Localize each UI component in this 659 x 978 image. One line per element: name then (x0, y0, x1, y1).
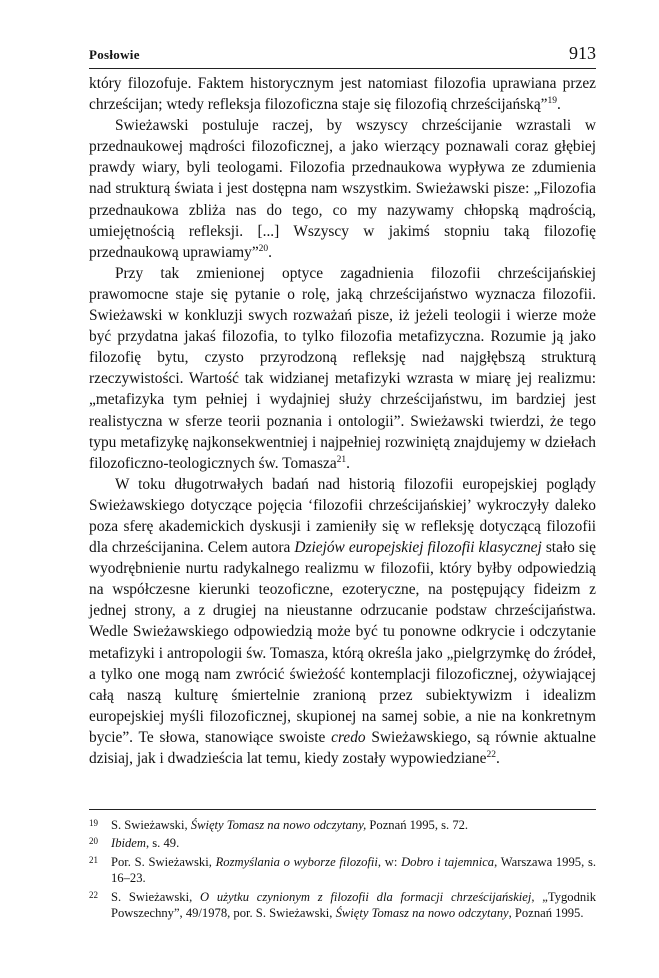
text-run: , s. 49. (145, 836, 180, 851)
footnote-reference: 20 (258, 243, 269, 254)
text-run: W toku długotrwałych badań nad historią filozofii europejskiej poglądy Swieżawskiego dotyczące pojęcia ‘filozofii chrześcijańskiej’ wykroczyły daleko poza sferę akademickich dyskusji i zamieniły się w refleksję dotyczącą filozofii dla chrześcijanina. Celem autora (89, 475, 596, 557)
paragraph (89, 73, 596, 115)
footnote-text (111, 854, 596, 887)
italic-title: Święty Tomasz na nowo odczytany (335, 906, 509, 921)
footnote-reference: 19 (547, 95, 557, 106)
text-run: . (268, 243, 273, 261)
page-number: 913 (569, 43, 596, 63)
text-run: Poznań 1995, s. 72. (366, 818, 469, 832)
text-run: , w: (377, 854, 402, 869)
paragraph (89, 474, 596, 769)
paragraph (89, 263, 596, 474)
paragraph (89, 115, 596, 263)
footnote-number: 20 (89, 836, 98, 847)
text-run: . (557, 96, 561, 114)
text-run: Swieżawski postuluje raczej, by wszyscy chrześcijanie wzrastali w przednaukowej mądrości filozoficznej, a jako wierzący poznawali coraz głębiej prawdy wiary, byli teologami. Filozofia przednaukowa wypływa ze zdumienia nad strukturą świata i jest dostępna nam wszystkim. Swieżawski pisze: „Filozofia przednaukowa zbliża nas do tego, co my nazywamy chłopską mądrością, umiejętnością refleksji. [...] Wszyscy w jakimś stopniu taką filozofię przednaukową uprawiamy” (89, 117, 596, 261)
footnotes (89, 817, 596, 923)
text-run: , Poznań 1995. (508, 906, 584, 921)
italic-title: credo (331, 728, 366, 746)
main-text (89, 73, 596, 769)
footnote-number: 22 (89, 889, 98, 900)
text-run: S. Swieżawski, (111, 818, 191, 832)
italic-title: Dziejów europejskiej filozofii klasycznej (294, 539, 542, 557)
footnote-reference: 22 (486, 749, 496, 760)
text-run: Swieżawskiego, są równie aktualne dzisiaj, jak i dwadzieścia lat temu, kiedy zostały wypowiedziane (89, 728, 597, 767)
italic-title: Święty Tomasz na nowo odczytany, (190, 818, 367, 832)
footnote-reference: 21 (336, 454, 347, 465)
footnote-22 (89, 889, 596, 922)
footnote-text (111, 889, 596, 922)
footnote-20 (89, 835, 596, 851)
footnote-number: 21 (89, 854, 98, 865)
italic-title: Rozmyślania o wyborze filozofii (215, 854, 378, 869)
text-run: , „Tygodnik Powszechny”, 49/1978, por. S. Swieżawski, (111, 889, 596, 921)
footnote-21 (89, 854, 596, 887)
footnote-text (111, 817, 596, 833)
italic-title: Dobro i tajemnica (401, 854, 495, 869)
text-run: . (346, 454, 351, 472)
footnote-divider (89, 809, 596, 810)
italic-title: Ibidem (111, 836, 146, 851)
text-run: Por. S. Swieżawski, (111, 854, 216, 869)
footnote-19 (89, 817, 596, 833)
footnote-text (111, 835, 596, 851)
running-header-title: Posłowie (89, 47, 140, 62)
text-run: Przy tak zmienionej optyce zagadnienia filozofii chrześcijańskiej prawomocne staje się pytanie o rolę, jaką chrześcijaństwo wyznacza filozofii. Swieżawski w konkluzji swych rozważań pisze, iż jeżeli teologii i wierze może być przydatna jakaś filozofia, to tylko filozofia metafizyczna. Rozumie ją jako filozofię bytu, czysto przyrodzoną refleksję nad najgłębszą strukturą rzeczywistości. Wartość tak widzianej metafizyki wzrasta w miarę jej realizmu: „metafizyka tym pełniej i wydajniej służy chrześcijaństwu, im bardziej jest realistyczna w sferze teorii poznania i ontologii”. Swieżawski twierdzi, że tego typu metafizykę najkonsekwentniej i najpełniej rozwiniętą znajdujemy w dziełach filozoficzno-teologicznych św. Tomasza (89, 264, 596, 472)
text-run: . (495, 750, 500, 767)
header-divider (89, 68, 596, 69)
italic-title: O użytku czynionym z filozofii dla formacji chrześcijańskiej (200, 889, 532, 904)
footnote-number: 19 (89, 818, 98, 828)
text-run: S. Swieżawski, (111, 889, 200, 904)
text-run: który filozofuje. Faktem historycznym jest natomiast filozofia uprawiana przez chrześcijan; wtedy refleksja filozoficzna staje się filozofią chrześcijańską” (89, 75, 596, 114)
text-run: , Warszawa 1995, s. 16–23. (111, 854, 596, 886)
text-run: stało się wyodrębnienie nurtu radykalnego realizmu w filozofii, który byłby odpowiedzią na współczesne kierunki teozoficzne, ezoteryczne, na postępujący fideizm z jednej strony, a z drugiej na nieustanne odrzucanie podstaw chrześcijaństwa. Wedle Swieżawskiego odpowiedzią może być tu ponowne odkrycie i odczytanie metafizyki i antropologii św. Tomasza, którą określa jako „pielgrzymkę do źródeł, a tylko one mogą nam zwrócić świeżość kontemplacji filozoficznej, ożywiającej całą naszą kulturę śmiertelnie zranioną przez subiektywizm i idealizm europejskiej myśli filozoficznej, skupionej na samej sobie, a nie na konkretnym bycie”. Te słowa, stanowiące swoiste (89, 539, 596, 746)
